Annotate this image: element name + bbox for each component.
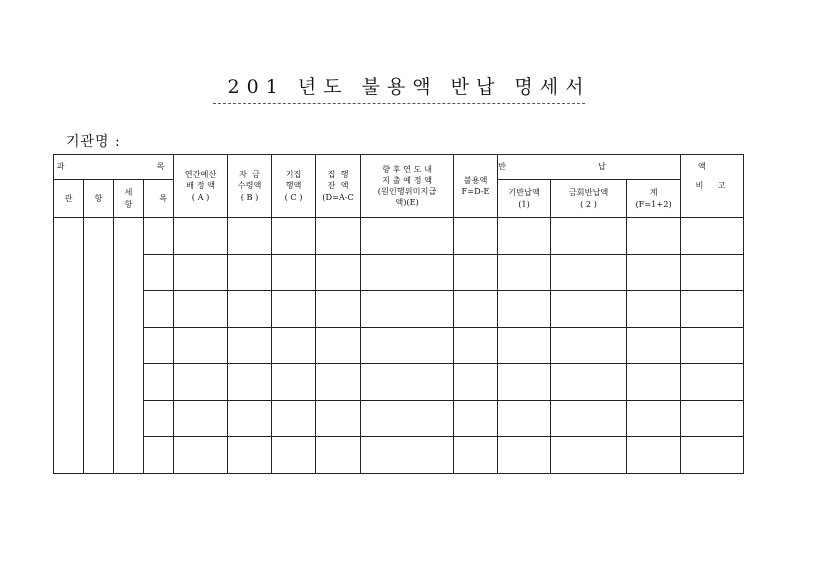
cell[interactable] <box>361 254 454 291</box>
cell[interactable] <box>551 218 627 255</box>
cell[interactable] <box>144 291 174 328</box>
cell[interactable] <box>498 437 551 474</box>
cell[interactable] <box>551 254 627 291</box>
cell[interactable] <box>144 364 174 401</box>
cell[interactable] <box>361 437 454 474</box>
cell[interactable] <box>627 400 681 437</box>
cell-hang[interactable] <box>84 218 114 474</box>
cell[interactable] <box>454 437 498 474</box>
cell[interactable] <box>361 327 454 364</box>
cell[interactable] <box>498 254 551 291</box>
cell[interactable] <box>228 218 272 255</box>
table-row <box>54 400 744 437</box>
cell[interactable] <box>316 364 361 401</box>
cell[interactable] <box>454 291 498 328</box>
cell[interactable] <box>316 437 361 474</box>
cell[interactable] <box>551 437 627 474</box>
cell[interactable] <box>498 291 551 328</box>
cell[interactable] <box>228 364 272 401</box>
cell[interactable] <box>228 327 272 364</box>
return-statement-table <box>53 154 744 474</box>
header-gwan: 관 <box>54 180 84 218</box>
title-underline <box>213 103 585 104</box>
cell[interactable] <box>498 364 551 401</box>
cell[interactable] <box>174 437 228 474</box>
cell[interactable] <box>627 327 681 364</box>
header-mok: 목 <box>144 180 174 218</box>
cell[interactable] <box>174 218 228 255</box>
header-previous-return: 기반납액 (1) <box>498 180 551 218</box>
cell[interactable] <box>361 364 454 401</box>
header-current-return: 금회반납액 ( 2 ) <box>551 180 627 218</box>
cell[interactable] <box>361 218 454 255</box>
cell[interactable] <box>228 437 272 474</box>
table-row <box>54 437 744 474</box>
cell[interactable] <box>551 400 627 437</box>
cell[interactable] <box>228 400 272 437</box>
cell[interactable] <box>316 291 361 328</box>
cell[interactable] <box>681 254 744 291</box>
header-annual-budget: 연간예산 배 정 액 ( A ) <box>174 155 228 218</box>
cell[interactable] <box>454 327 498 364</box>
cell[interactable] <box>174 254 228 291</box>
cell[interactable] <box>174 364 228 401</box>
cell[interactable] <box>272 364 316 401</box>
cell[interactable] <box>228 254 272 291</box>
header-return-amount: 반 납 액 <box>498 155 681 180</box>
table-row <box>54 254 744 291</box>
cell[interactable] <box>681 291 744 328</box>
cell[interactable] <box>316 400 361 437</box>
header-hang: 항 <box>84 180 114 218</box>
cell[interactable] <box>316 327 361 364</box>
header-sehang: 세 항 <box>114 180 144 218</box>
agency-label: 기관명 : <box>66 134 121 150</box>
header-subject: 과 목 <box>54 155 174 180</box>
cell[interactable] <box>551 364 627 401</box>
cell[interactable] <box>272 327 316 364</box>
cell[interactable] <box>551 327 627 364</box>
cell[interactable] <box>681 218 744 255</box>
header-funds-received: 자 금 수령액 ( B ) <box>228 155 272 218</box>
cell[interactable] <box>454 218 498 255</box>
header-unused-amount: 불용액 F=D-E <box>454 155 498 218</box>
cell[interactable] <box>272 254 316 291</box>
header-remarks: 비 고 <box>681 155 744 218</box>
cell[interactable] <box>681 437 744 474</box>
cell[interactable] <box>627 437 681 474</box>
cell[interactable] <box>454 400 498 437</box>
cell[interactable] <box>174 400 228 437</box>
cell[interactable] <box>681 364 744 401</box>
header-balance: 집 행 잔 액 (D=A-C <box>316 155 361 218</box>
cell[interactable] <box>272 437 316 474</box>
cell[interactable] <box>272 218 316 255</box>
cell[interactable] <box>174 327 228 364</box>
cell[interactable] <box>272 400 316 437</box>
cell-gwan[interactable] <box>54 218 84 474</box>
cell[interactable] <box>361 400 454 437</box>
cell[interactable] <box>144 218 174 255</box>
header-return-total: 계 (F=1+2) <box>627 180 681 218</box>
cell[interactable] <box>551 291 627 328</box>
document-title: 201 년도 불용액 반납 명세서 <box>227 76 591 98</box>
cell[interactable] <box>144 437 174 474</box>
cell[interactable] <box>144 327 174 364</box>
cell[interactable] <box>627 291 681 328</box>
cell[interactable] <box>228 291 272 328</box>
cell[interactable] <box>316 218 361 255</box>
header-executed: 기집 행액 ( C ) <box>272 155 316 218</box>
cell[interactable] <box>144 400 174 437</box>
cell[interactable] <box>144 254 174 291</box>
cell[interactable] <box>627 254 681 291</box>
cell[interactable] <box>627 364 681 401</box>
cell[interactable] <box>498 218 551 255</box>
cell[interactable] <box>498 400 551 437</box>
cell[interactable] <box>627 218 681 255</box>
cell[interactable] <box>454 364 498 401</box>
cell[interactable] <box>174 291 228 328</box>
cell[interactable] <box>681 327 744 364</box>
cell[interactable] <box>272 291 316 328</box>
cell[interactable] <box>316 254 361 291</box>
table-row <box>54 364 744 401</box>
cell[interactable] <box>498 327 551 364</box>
cell[interactable] <box>361 291 454 328</box>
cell[interactable] <box>454 254 498 291</box>
header-row-1 <box>54 155 744 180</box>
table-row <box>54 327 744 364</box>
table-row <box>54 218 744 255</box>
cell[interactable] <box>681 400 744 437</box>
header-planned-expenditure: 향 후 연 도 내 지 출 예 정 액 (원인행위미지급 액)(E) <box>361 155 454 218</box>
cell-sehang[interactable] <box>114 218 144 474</box>
table-row <box>54 291 744 328</box>
